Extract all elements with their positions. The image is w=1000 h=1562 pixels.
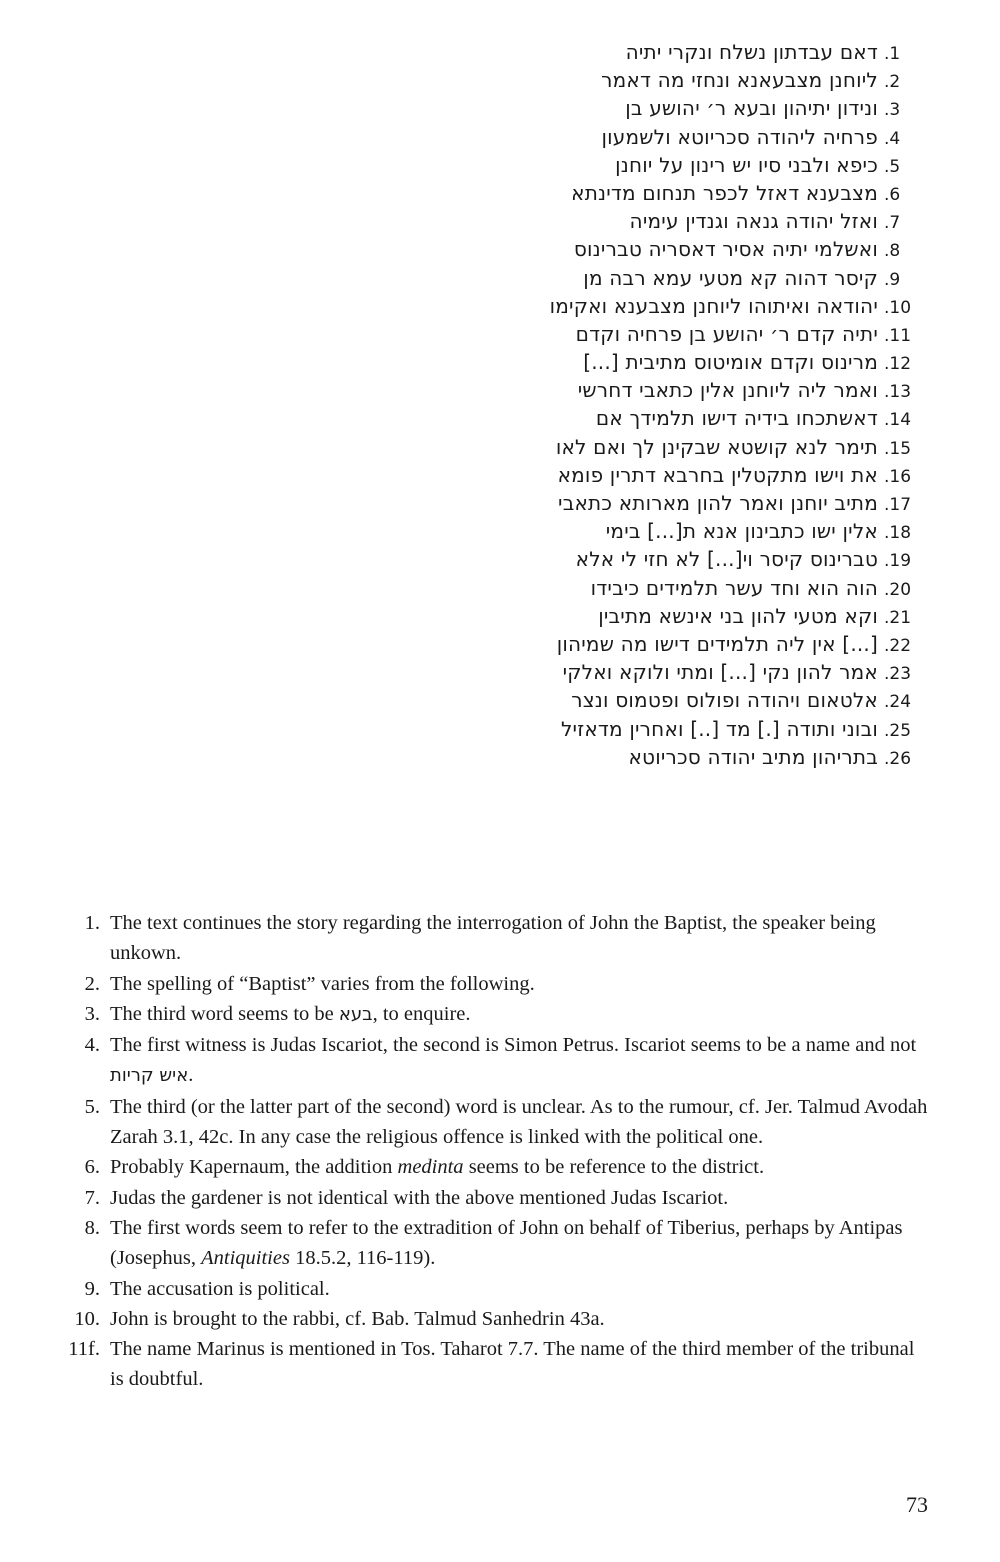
line-number: .19 (884, 551, 912, 572)
line-number: .10 (884, 297, 912, 318)
footnote (50, 999, 930, 1030)
hebrew-line (458, 348, 928, 376)
footnote-text-part: Judas the gardener is not identical with the above mentioned Judas Iscariot. (110, 1186, 729, 1209)
footnote-text (110, 969, 930, 999)
hebrew-text-block (458, 38, 928, 771)
footnote (50, 1030, 930, 1092)
hebrew-line-text: אלין ישו כתבינון אנא ת[...] בימי (605, 519, 878, 544)
line-number: .17 (884, 495, 912, 515)
italic-term: medinta (397, 1156, 464, 1179)
hebrew-line-text: את וישו מתקטלין בחרבא דתרין פומא (557, 462, 878, 487)
hebrew-line (458, 207, 928, 235)
line-number: .7 (884, 213, 901, 234)
line-number: .18 (884, 523, 912, 544)
hebrew-line-text: דאשתכחו בידיה דישו תלמידך אם (595, 406, 878, 431)
hebrew-line (458, 461, 928, 489)
hebrew-line (458, 66, 928, 94)
hebrew-line-text: טברינוס קיסר וי[...] לא חזי לי אלא (575, 547, 878, 572)
footnote-number: 10. (74, 1307, 100, 1330)
footnote-text-part: The third (or the latter part of the second) word is unclear. As to the rumour, cf. Jer. Talmud Avodah Zarah 3.1, 42c. In any case the religious offence is linked with the political one. (110, 1095, 928, 1149)
line-number: .5 (884, 156, 901, 177)
footnote-text (110, 1030, 930, 1092)
hebrew-line (458, 94, 928, 122)
hebrew-line-text: ואמר ליה ליוחנן אלין כתאבי דחרשי (577, 378, 878, 403)
hebrew-line (458, 179, 928, 207)
footnote-text-part: The spelling of “Baptist” varies from the following. (110, 972, 535, 995)
hebrew-line (458, 404, 928, 432)
footnote-text-part: , to enquire. (372, 1002, 471, 1025)
hebrew-line-text: וקא מטעי להון בני אינשא מתיבין (598, 603, 878, 628)
footnote-number: 9. (84, 1277, 100, 1300)
footnote-text (110, 1334, 930, 1395)
line-number: .22 (884, 635, 912, 656)
footnote-text (110, 1092, 930, 1153)
footnote-number: 7. (84, 1186, 100, 1209)
footnote-number: 11f. (68, 1338, 100, 1361)
hebrew-line (458, 376, 928, 404)
footnote-text-part: seems to be reference to the district. (463, 1156, 765, 1179)
hebrew-line-text: ואשלמי יתיה אסיר דאסריה טברינוס (573, 237, 878, 262)
line-number: .13 (884, 382, 912, 403)
footnotes (50, 908, 930, 1395)
hebrew-line-text: כיפא ולבני סיו יש רינון על יוחנן (615, 152, 878, 177)
line-number: .23 (884, 664, 912, 685)
hebrew-line-text: פרחיה ליהודה סכריוטא ולשמעון (601, 124, 878, 149)
hebrew-line-text: מתיב יוחנן ואמר להון מארותא כתאבי (558, 491, 878, 515)
hebrew-line (458, 602, 928, 630)
hebrew-term: איש קריות (110, 1065, 189, 1087)
hebrew-line (458, 658, 928, 686)
footnote-text-part: Probably Kapernaum, the addition (110, 1156, 398, 1179)
hebrew-line-text: ובוני ותודה [.] מד [..] ואחרין מדאזיל (560, 716, 878, 741)
hebrew-line (458, 574, 928, 602)
footnote-text-part: The text continues the story regarding the interrogation of John the Baptist, the speaker being unkown. (110, 912, 876, 965)
hebrew-line-text: יתיה קדם ר׳ יהושע בן פרחיה וקדם (575, 321, 878, 346)
footnote-number: 8. (84, 1216, 100, 1239)
hebrew-term: בעא (338, 1003, 373, 1025)
hebrew-line (458, 489, 928, 517)
footnote-text-part: The accusation is political. (110, 1277, 330, 1300)
hebrew-line (458, 123, 928, 151)
hebrew-line-text: אלטאום ויהודה ופולוס ופטמוס ונצר (571, 688, 878, 713)
line-number: .14 (884, 410, 912, 431)
hebrew-line (458, 686, 928, 714)
footnote-number: 5. (84, 1095, 100, 1118)
hebrew-line-text: ואזל יהודה גנאה וגנדין עימיה (629, 209, 878, 234)
line-number: .1 (884, 44, 901, 64)
footnote-number: 4. (84, 1034, 100, 1057)
line-number: .24 (884, 692, 912, 713)
hebrew-line-text: תימר לנא קושטא שבקינן לך ואם לאו (555, 434, 878, 459)
hebrew-line (458, 292, 928, 320)
line-number: .16 (884, 466, 912, 487)
hebrew-line-text: יהודאה ואיתוהו ליוחנן מצבענא ואקימו (549, 293, 878, 318)
italic-term: Antiquities (201, 1247, 290, 1270)
hebrew-line (458, 264, 928, 292)
hebrew-line (458, 630, 928, 658)
footnote (50, 908, 930, 969)
footnote (50, 1213, 930, 1274)
hebrew-line-text: מרינוס וקדם אומיטוס מתיבית [...] (583, 350, 878, 375)
line-number: .26 (884, 748, 912, 769)
footnote-text (110, 1213, 930, 1274)
hebrew-line-text: ונידון יתיהון ובעא ר׳ יהושע בן (625, 96, 878, 121)
line-number: .12 (884, 354, 912, 375)
line-number: .6 (884, 184, 901, 205)
footnote-text-part: . (188, 1064, 194, 1087)
hebrew-line-text: בתריהון מתיב יהודה סכריוטא (628, 744, 878, 769)
line-number: .15 (884, 438, 912, 459)
footnote-number: 1. (84, 912, 100, 934)
line-number: .8 (884, 241, 901, 262)
line-number: .4 (884, 128, 901, 149)
page-number: 73 (906, 1492, 928, 1517)
footnote (50, 1183, 930, 1213)
footnote-number: 6. (84, 1156, 100, 1179)
footnote-text (110, 1304, 930, 1334)
hebrew-line-text: ליוחנן מצבעאנא ונחזי מה דאמר (601, 68, 878, 93)
footnote (50, 1334, 930, 1395)
line-number: .3 (884, 100, 901, 121)
line-number: .9 (884, 269, 901, 290)
footnote-text-part: 18.5.2, 116-119). (289, 1247, 436, 1270)
footnote (50, 1274, 930, 1304)
hebrew-line-text: קיסר דהוה קא מטעי עמא רבה מן (583, 265, 878, 290)
footnote-text (110, 908, 930, 969)
hebrew-line (458, 433, 928, 461)
footnote (50, 1304, 930, 1334)
footnote-number: 2. (84, 972, 100, 995)
hebrew-line (458, 320, 928, 348)
hebrew-line (458, 38, 928, 66)
footnote-text (110, 999, 930, 1030)
hebrew-line (458, 715, 928, 743)
hebrew-line (458, 235, 928, 263)
hebrew-line (458, 545, 928, 573)
hebrew-line-text: דאם עבדתון נשלח ונקרי יתיה (625, 40, 878, 64)
footnote-text (110, 1183, 930, 1213)
line-number: .21 (884, 607, 912, 628)
hebrew-line-text: מצבענא דאזל לכפר תנחום מדינתא (571, 180, 878, 205)
footnote-number: 3. (84, 1002, 100, 1025)
hebrew-line-text: אמר להון נקי [...] ומתי ולוקא ואלקי (562, 660, 878, 685)
hebrew-line (458, 517, 928, 545)
footnote-text-part: The first witness is Judas Iscariot, the second is Simon Petrus. Iscariot seems to be a name and not (110, 1034, 917, 1057)
hebrew-line-text: [...] אין ליה תלמידים דישו מה שמיהון (556, 631, 878, 656)
footnote-text (110, 1274, 930, 1304)
footnote (50, 969, 930, 999)
hebrew-line (458, 151, 928, 179)
footnote (50, 1152, 930, 1182)
line-number: .11 (884, 325, 912, 346)
hebrew-line (458, 743, 928, 771)
hebrew-line-text: הוה הוא וחד עשר תלמידים כיבידו (590, 575, 878, 600)
footnote-text (110, 1152, 930, 1182)
line-number: .20 (884, 579, 912, 600)
footnote (50, 1092, 930, 1153)
footnote-text-part: The third word seems to be (110, 1002, 339, 1025)
line-number: .2 (884, 72, 901, 93)
line-number: .25 (884, 720, 912, 741)
footnote-text-part: The first words seem to refer to the extradition of John on behalf of Tiberius, perhaps by Antipas (Josephus, (110, 1216, 903, 1270)
footnote-text-part: John is brought to the rabbi, cf. Bab. Talmud Sanhedrin 43a. (110, 1307, 605, 1330)
footnote-text-part: The name Marinus is mentioned in Tos. Taharot 7.7. The name of the third member of the tribunal is doubtful. (110, 1338, 915, 1391)
